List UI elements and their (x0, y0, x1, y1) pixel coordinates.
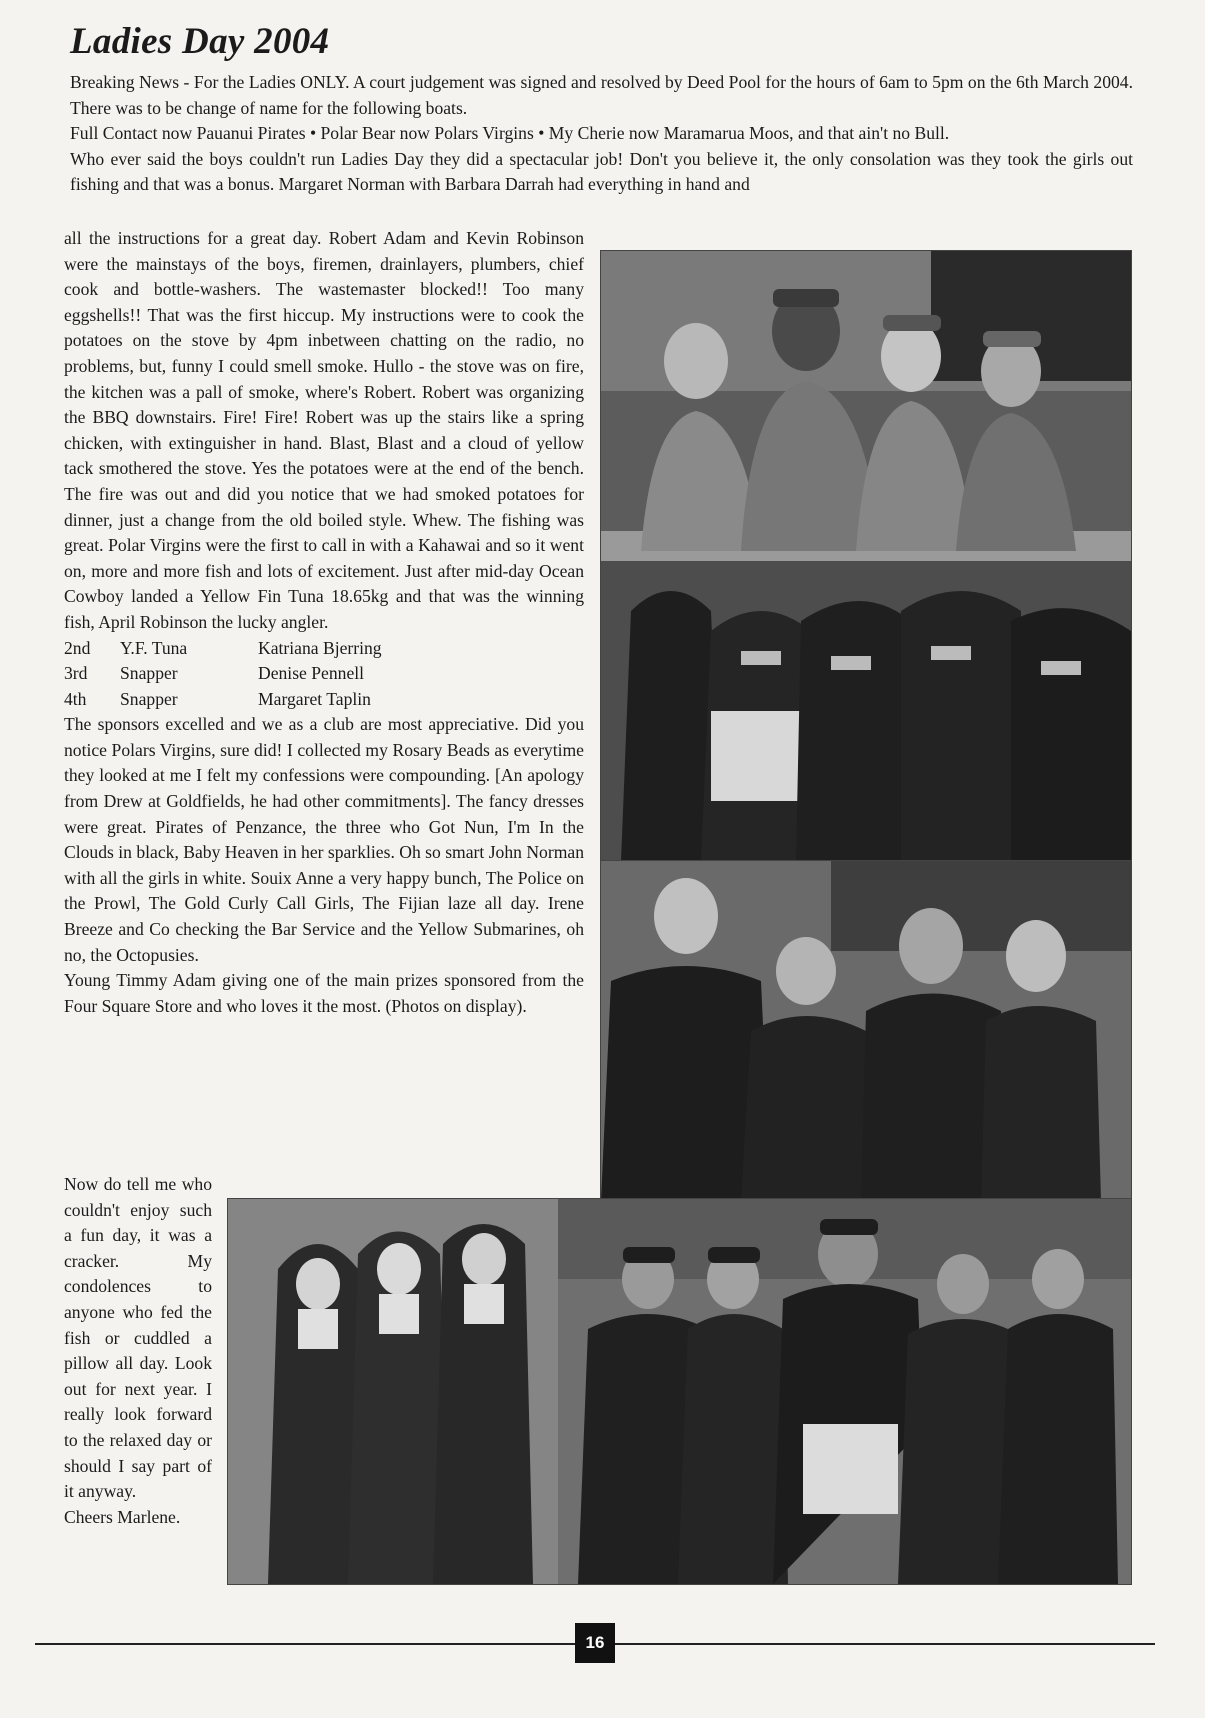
result-fish: Snapper (120, 688, 178, 709)
fancy-dress-photos-image (228, 1199, 1131, 1584)
result-angler: Katriana Bjerring (258, 637, 382, 658)
intro-paragraph: Who ever said the boys couldn't run Ladies Day they did a spectacular job! Don't you believe it, the only consolation was they took the girls out fishing and that was a bonus. Margaret Norman with Barbara Darrah had everything in hand and (70, 148, 1133, 194)
body-paragraph: all the instructions for a great day. Robert Adam and Kevin Robinson were the mainstays of the boys, firemen, drainlayers, plumbers, chief cook and bottle-washers. The wastemaster blocked!! Too many eggshells!! That was the first hiccup. My instructions were to cook the potatoes on the stove by 4pm inbetween chatting on the radio, no problems, but, funny I could smell smoke. Hullo - the stove was on fire, the kitchen was a pall of smoke, where's Robert. Robert was organizing the BBQ downstairs. Fire! Fire! Robert was up the stairs like a spring chicken, with extinguisher in hand. Blast, Blast and a cloud of yellow tack smothered the stove. Yes the potatoes were at the end of the bench. The fire was out and did you notice that we had smoked potatoes for dinner, just a change from the old boiled style. Whew. The fishing was great. Polar Virgins were the first to call in with a Kahawai and so it went on, more and more fish and lots of excitement. Just after mid-day Ocean Cowboy landed a Yellow Fin Tuna 18.65kg and that was the winning fish, April Robinson the lucky angler. (64, 228, 584, 632)
closing-paragraph: Now do tell me who couldn't enjoy such a fun day, it was a cracker. My condolences to anyone who fed the fish or cuddled a pillow all day. Look out for next year. I really look forward to the relaxed day or should I say part of it anyway. (64, 1174, 212, 1502)
result-fish: Y.F. Tuna (120, 637, 188, 658)
body-paragraph: The sponsors excelled and we as a club are most appreciative. Did you notice Polars Virgins, sure did! I collected my Rosary Beads as everytime they looked at me I felt my confessions were compounding. [An apology from Drew at Goldfields, he had other commitments]. The fancy dresses were great. Pirates of Penzance, the three who Got Nun, I'm In the Clouds in black, Baby Heaven in her sparklies. Oh so smart John Norman with all the girls in white. Souix Anne a very happy bunch, The Police on the Prowl, The Gold Curly Call Girls, The Fijian laze all day. Irene Breeze and Co checking the Bar Service and the Yellow Submarines, oh no, the Octopusies. (64, 714, 584, 965)
article-intro (70, 70, 1133, 198)
result-place: 3rd (64, 663, 88, 684)
group-photo-top (600, 250, 1132, 862)
results-table (64, 636, 584, 713)
footer-rule-left (35, 1643, 575, 1645)
result-fish: Snapper (120, 663, 178, 684)
closing-column (64, 1172, 212, 1530)
result-angler: Margaret Taplin (258, 688, 371, 709)
article-body (64, 226, 584, 1019)
body-paragraph: Young Timmy Adam giving one of the main prizes sponsored from the Four Square Store and who loves it the most. (Photos on display). (64, 970, 584, 1016)
signoff: Cheers Marlene. (64, 1506, 181, 1527)
intro-paragraph: Breaking News - For the Ladies ONLY. A court judgement was signed and resolved by Deed Pool for the hours of 6am to 5pm on the 6th March 2004. There was to be change of name for the following boats. (70, 72, 1133, 118)
group-photo-top-image (601, 251, 1131, 861)
result-angler: Denise Pennell (258, 663, 365, 684)
result-place: 2nd (64, 637, 91, 658)
page-number: 16 (575, 1623, 615, 1663)
result-place: 4th (64, 688, 87, 709)
fancy-dress-photos (227, 1198, 1132, 1585)
footer-rule-right (615, 1643, 1155, 1645)
club-shirts-photo-image (601, 861, 1131, 1201)
intro-paragraph: Full Contact now Pauanui Pirates • Polar Bear now Polars Virgins • My Cherie now Maramarua Moos, and that ain't no Bull. (70, 123, 950, 143)
club-shirts-photo (600, 860, 1132, 1202)
article-title: Ladies Day 2004 (70, 21, 330, 62)
